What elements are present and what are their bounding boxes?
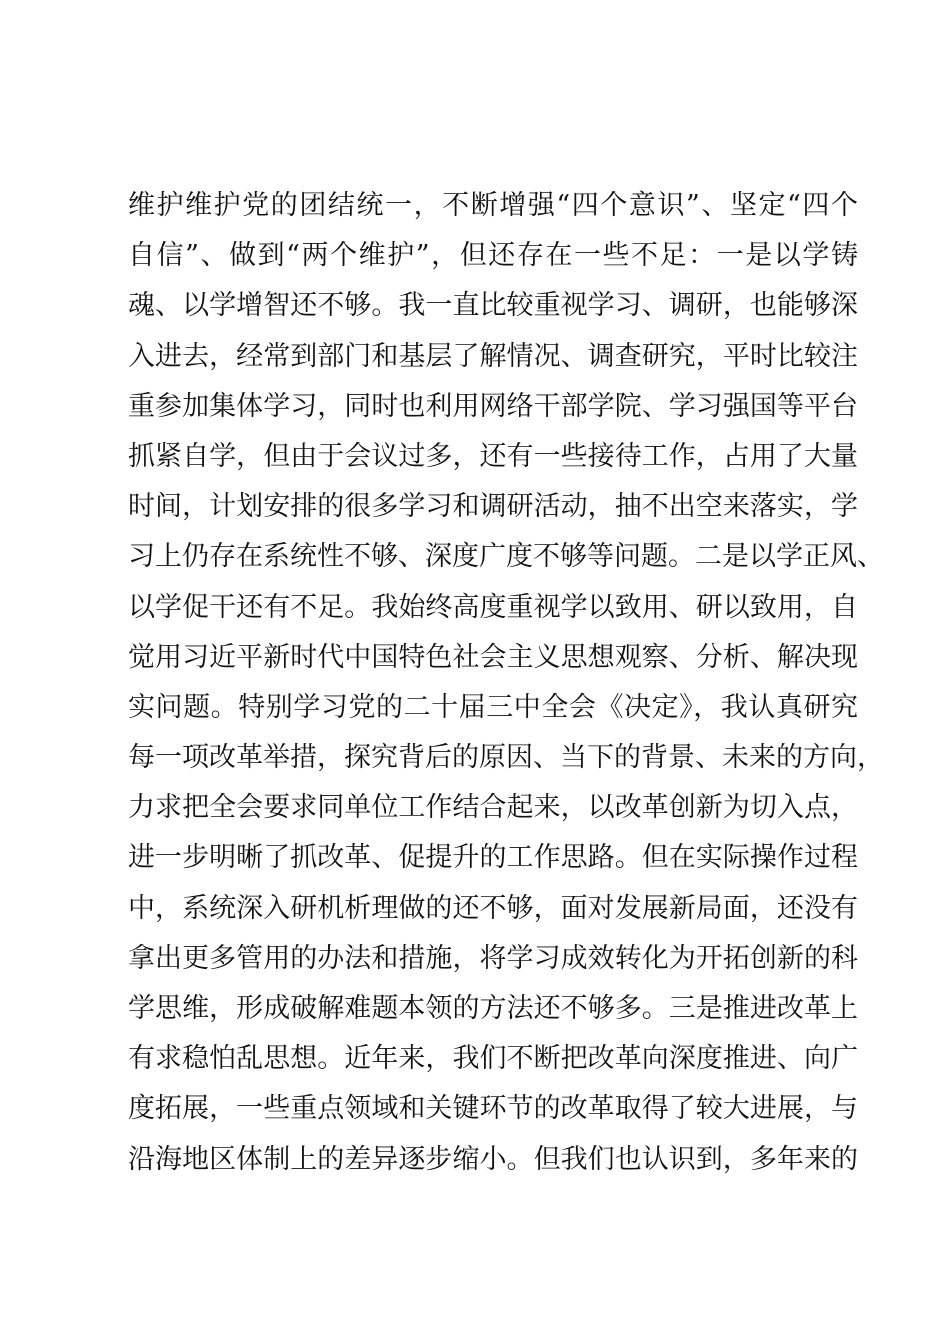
text-line: 自信”、做到“两个维护”，但还存在一些不足：一是以学铸: [128, 240, 858, 272]
text-line: 重参加集体学习，同时也利用网络干部学院、学习强国等平台: [128, 390, 858, 422]
text-line: 学思维，形成破解难题本领的方法还不够多。三是推进改革上: [128, 993, 858, 1024]
text-line: 进一步明晰了抓改革、促提升的工作思路。但在实际操作过程: [128, 842, 858, 874]
text-line: 魂、以学增智还不够。我一直比较重视学习、调研，也能够深: [128, 290, 858, 322]
text-line: 拿出更多管用的办法和措施，将学习成效转化为开拓创新的科: [128, 942, 858, 974]
text-line: 有求稳怕乱思想。近年来，我们不断把改革向深度推进、向广: [128, 1043, 858, 1075]
text-line: 觉用习近平新时代中国特色社会主义思想观察、分析、解决现: [128, 641, 858, 673]
text-line: 沿海地区体制上的差异逐步缩小。但我们也认识到，多年来的: [128, 1143, 858, 1175]
text-line: 维护维护党的团结统一，不断增强“四个意识”、坚定“四个: [128, 190, 858, 221]
text-line: 时间，计划安排的很多学习和调研活动，抽不出空来落实，学: [128, 491, 858, 523]
text-line: 实问题。特别学习党的二十届三中全会《决定》，我认真研究: [128, 691, 858, 723]
body-paragraph: [128, 181, 884, 1185]
text-line: 抓紧自学，但由于会议过多，还有一些接待工作，占用了大量: [128, 440, 858, 472]
text-line: 度拓展，一些重点领域和关键环节的改革取得了较大进展，与: [128, 1093, 858, 1125]
text-line: 习上仍存在系统性不够、深度广度不够等问题。二是以学正风、: [128, 541, 884, 573]
text-line: 入进去，经常到部门和基层了解情况、调查研究，平时比较注: [128, 340, 858, 372]
text-line: 力求把全会要求同单位工作结合起来，以改革创新为切入点，: [128, 792, 858, 824]
text-line: 以学促干还有不足。我始终高度重视学以致用、研以致用，自: [128, 591, 858, 623]
text-line: 每一项改革举措，探究背后的原因、当下的背景、未来的方向，: [128, 742, 884, 774]
text-line: 中，系统深入研机析理做的还不够，面对发展新局面，还没有: [128, 892, 858, 924]
